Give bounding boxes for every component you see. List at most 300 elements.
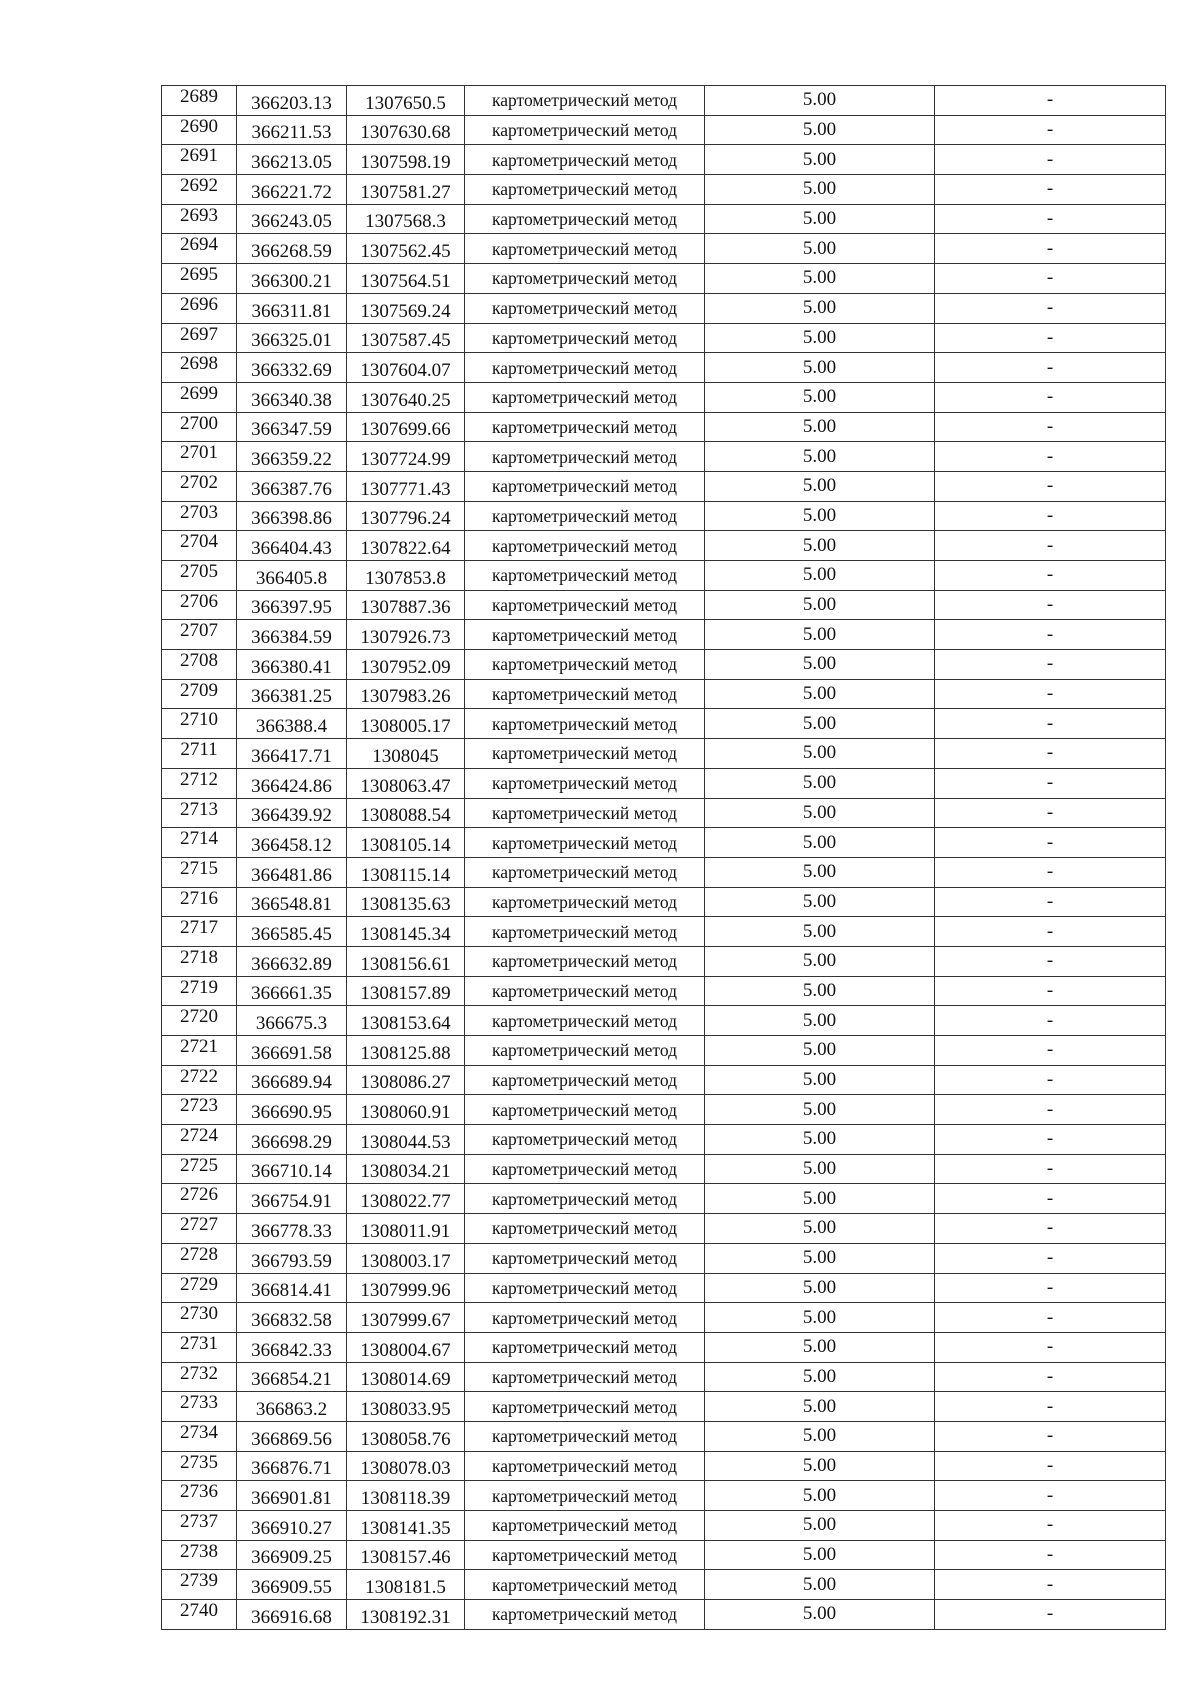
method-cell: картометрический метод (465, 115, 705, 145)
y-coordinate-cell: 1308060.91 (347, 1095, 465, 1125)
note-cell: - (935, 1421, 1166, 1451)
method-cell: картометрический метод (465, 175, 705, 205)
table-row (162, 857, 1166, 887)
y-coordinate-cell: 1308157.89 (347, 976, 465, 1006)
note-cell: - (935, 501, 1166, 531)
y-coordinate-cell: 1308088.54 (347, 798, 465, 828)
note-cell: - (935, 976, 1166, 1006)
point-number-cell: 2713 (162, 798, 237, 828)
precision-cell: 5.00 (705, 1095, 935, 1125)
table-row (162, 1540, 1166, 1570)
method-cell: картометрический метод (465, 442, 705, 472)
precision-cell: 5.00 (705, 1451, 935, 1481)
y-coordinate-cell: 1307822.64 (347, 531, 465, 561)
method-cell: картометрический метод (465, 293, 705, 323)
method-cell: картометрический метод (465, 1065, 705, 1095)
note-cell: - (935, 1184, 1166, 1214)
point-number-cell: 2693 (162, 204, 237, 234)
table-row (162, 531, 1166, 561)
note-cell: - (935, 1570, 1166, 1600)
table-row (162, 293, 1166, 323)
y-coordinate-cell: 1307999.67 (347, 1303, 465, 1333)
table-row (162, 561, 1166, 591)
method-cell: картометрический метод (465, 1036, 705, 1066)
precision-cell: 5.00 (705, 768, 935, 798)
point-number-cell: 2721 (162, 1036, 237, 1066)
y-coordinate-cell: 1307796.24 (347, 501, 465, 531)
note-cell: - (935, 828, 1166, 858)
method-cell: картометрический метод (465, 768, 705, 798)
point-number-cell: 2731 (162, 1332, 237, 1362)
x-coordinate-cell: 366381.25 (237, 679, 347, 709)
precision-cell: 5.00 (705, 353, 935, 383)
note-cell: - (935, 1125, 1166, 1155)
y-coordinate-cell: 1308141.35 (347, 1511, 465, 1541)
point-number-cell: 2716 (162, 887, 237, 917)
x-coordinate-cell: 366814.41 (237, 1273, 347, 1303)
point-number-cell: 2704 (162, 531, 237, 561)
note-cell: - (935, 1481, 1166, 1511)
note-cell: - (935, 1273, 1166, 1303)
precision-cell: 5.00 (705, 145, 935, 175)
point-number-cell: 2707 (162, 620, 237, 650)
point-number-cell: 2732 (162, 1362, 237, 1392)
note-cell: - (935, 1065, 1166, 1095)
point-number-cell: 2698 (162, 353, 237, 383)
table-row (162, 650, 1166, 680)
x-coordinate-cell: 366869.56 (237, 1421, 347, 1451)
note-cell: - (935, 471, 1166, 501)
x-coordinate-cell: 366243.05 (237, 204, 347, 234)
method-cell: картометрический метод (465, 1273, 705, 1303)
point-number-cell: 2719 (162, 976, 237, 1006)
table-row (162, 1600, 1166, 1630)
y-coordinate-cell: 1308014.69 (347, 1362, 465, 1392)
x-coordinate-cell: 366340.38 (237, 382, 347, 412)
point-number-cell: 2699 (162, 382, 237, 412)
point-number-cell: 2691 (162, 145, 237, 175)
note-cell: - (935, 264, 1166, 294)
y-coordinate-cell: 1307699.66 (347, 412, 465, 442)
note-cell: - (935, 590, 1166, 620)
method-cell: картометрический метод (465, 917, 705, 947)
y-coordinate-cell: 1308105.14 (347, 828, 465, 858)
precision-cell: 5.00 (705, 679, 935, 709)
point-number-cell: 2733 (162, 1392, 237, 1422)
y-coordinate-cell: 1308078.03 (347, 1451, 465, 1481)
method-cell: картометрический метод (465, 1243, 705, 1273)
point-number-cell: 2735 (162, 1451, 237, 1481)
precision-cell: 5.00 (705, 1036, 935, 1066)
y-coordinate-cell: 1307724.99 (347, 442, 465, 472)
x-coordinate-cell: 366690.95 (237, 1095, 347, 1125)
point-number-cell: 2696 (162, 293, 237, 323)
y-coordinate-cell: 1307604.07 (347, 353, 465, 383)
table-row (162, 323, 1166, 353)
precision-cell: 5.00 (705, 739, 935, 769)
point-number-cell: 2712 (162, 768, 237, 798)
method-cell: картометрический метод (465, 323, 705, 353)
method-cell: картометрический метод (465, 1451, 705, 1481)
note-cell: - (935, 1154, 1166, 1184)
note-cell: - (935, 115, 1166, 145)
point-number-cell: 2725 (162, 1154, 237, 1184)
precision-cell: 5.00 (705, 1065, 935, 1095)
x-coordinate-cell: 366481.86 (237, 857, 347, 887)
table-row (162, 1154, 1166, 1184)
note-cell: - (935, 709, 1166, 739)
note-cell: - (935, 1332, 1166, 1362)
table-row (162, 264, 1166, 294)
y-coordinate-cell: 1308033.95 (347, 1392, 465, 1422)
y-coordinate-cell: 1307952.09 (347, 650, 465, 680)
method-cell: картометрический метод (465, 1600, 705, 1630)
x-coordinate-cell: 366675.3 (237, 1006, 347, 1036)
x-coordinate-cell: 366876.71 (237, 1451, 347, 1481)
precision-cell: 5.00 (705, 1600, 935, 1630)
method-cell: картометрический метод (465, 1481, 705, 1511)
note-cell: - (935, 293, 1166, 323)
y-coordinate-cell: 1308045 (347, 739, 465, 769)
precision-cell: 5.00 (705, 1540, 935, 1570)
x-coordinate-cell: 366211.53 (237, 115, 347, 145)
precision-cell: 5.00 (705, 234, 935, 264)
x-coordinate-cell: 366424.86 (237, 768, 347, 798)
table-row (162, 204, 1166, 234)
method-cell: картометрический метод (465, 561, 705, 591)
point-number-cell: 2727 (162, 1214, 237, 1244)
precision-cell: 5.00 (705, 1006, 935, 1036)
table-row (162, 1243, 1166, 1273)
method-cell: картометрический метод (465, 679, 705, 709)
precision-cell: 5.00 (705, 1125, 935, 1155)
table-row (162, 175, 1166, 205)
y-coordinate-cell: 1308044.53 (347, 1125, 465, 1155)
method-cell: картометрический метод (465, 1511, 705, 1541)
method-cell: картометрический метод (465, 887, 705, 917)
precision-cell: 5.00 (705, 293, 935, 323)
precision-cell: 5.00 (705, 382, 935, 412)
precision-cell: 5.00 (705, 1421, 935, 1451)
point-number-cell: 2710 (162, 709, 237, 739)
table-row (162, 1421, 1166, 1451)
y-coordinate-cell: 1307581.27 (347, 175, 465, 205)
note-cell: - (935, 1511, 1166, 1541)
method-cell: картометрический метод (465, 1095, 705, 1125)
precision-cell: 5.00 (705, 471, 935, 501)
x-coordinate-cell: 366213.05 (237, 145, 347, 175)
point-number-cell: 2701 (162, 442, 237, 472)
note-cell: - (935, 1540, 1166, 1570)
table-row (162, 115, 1166, 145)
method-cell: картометрический метод (465, 204, 705, 234)
table-row (162, 145, 1166, 175)
note-cell: - (935, 768, 1166, 798)
method-cell: картометрический метод (465, 1332, 705, 1362)
method-cell: картометрический метод (465, 1421, 705, 1451)
y-coordinate-cell: 1307587.45 (347, 323, 465, 353)
x-coordinate-cell: 366311.81 (237, 293, 347, 323)
precision-cell: 5.00 (705, 857, 935, 887)
x-coordinate-cell: 366221.72 (237, 175, 347, 205)
method-cell: картометрический метод (465, 145, 705, 175)
precision-cell: 5.00 (705, 264, 935, 294)
y-coordinate-cell: 1308125.88 (347, 1036, 465, 1066)
y-coordinate-cell: 1307562.45 (347, 234, 465, 264)
y-coordinate-cell: 1307598.19 (347, 145, 465, 175)
y-coordinate-cell: 1308181.5 (347, 1570, 465, 1600)
y-coordinate-cell: 1307640.25 (347, 382, 465, 412)
x-coordinate-cell: 366689.94 (237, 1065, 347, 1095)
precision-cell: 5.00 (705, 1303, 935, 1333)
x-coordinate-cell: 366691.58 (237, 1036, 347, 1066)
x-coordinate-cell: 366380.41 (237, 650, 347, 680)
precision-cell: 5.00 (705, 442, 935, 472)
x-coordinate-cell: 366359.22 (237, 442, 347, 472)
y-coordinate-cell: 1308022.77 (347, 1184, 465, 1214)
table-row (162, 1392, 1166, 1422)
note-cell: - (935, 857, 1166, 887)
point-number-cell: 2711 (162, 739, 237, 769)
x-coordinate-cell: 366548.81 (237, 887, 347, 917)
point-number-cell: 2740 (162, 1600, 237, 1630)
x-coordinate-cell: 366910.27 (237, 1511, 347, 1541)
y-coordinate-cell: 1308118.39 (347, 1481, 465, 1511)
y-coordinate-cell: 1307568.3 (347, 204, 465, 234)
method-cell: картометрический метод (465, 1125, 705, 1155)
x-coordinate-cell: 366347.59 (237, 412, 347, 442)
point-number-cell: 2689 (162, 86, 237, 116)
y-coordinate-cell: 1308156.61 (347, 946, 465, 976)
table-row (162, 739, 1166, 769)
y-coordinate-cell: 1308011.91 (347, 1214, 465, 1244)
point-number-cell: 2702 (162, 471, 237, 501)
x-coordinate-cell: 366585.45 (237, 917, 347, 947)
precision-cell: 5.00 (705, 1243, 935, 1273)
precision-cell: 5.00 (705, 976, 935, 1006)
y-coordinate-cell: 1307853.8 (347, 561, 465, 591)
precision-cell: 5.00 (705, 620, 935, 650)
point-number-cell: 2692 (162, 175, 237, 205)
precision-cell: 5.00 (705, 204, 935, 234)
x-coordinate-cell: 366268.59 (237, 234, 347, 264)
table-row (162, 1303, 1166, 1333)
method-cell: картометрический метод (465, 976, 705, 1006)
point-number-cell: 2703 (162, 501, 237, 531)
x-coordinate-cell: 366332.69 (237, 353, 347, 383)
table-row (162, 1332, 1166, 1362)
table-row (162, 1095, 1166, 1125)
note-cell: - (935, 323, 1166, 353)
y-coordinate-cell: 1308034.21 (347, 1154, 465, 1184)
method-cell: картометрический метод (465, 1006, 705, 1036)
table-row (162, 1065, 1166, 1095)
point-number-cell: 2708 (162, 650, 237, 680)
note-cell: - (935, 739, 1166, 769)
table-row (162, 709, 1166, 739)
table-row (162, 1036, 1166, 1066)
y-coordinate-cell: 1307926.73 (347, 620, 465, 650)
table-row (162, 442, 1166, 472)
precision-cell: 5.00 (705, 323, 935, 353)
point-number-cell: 2706 (162, 590, 237, 620)
precision-cell: 5.00 (705, 590, 935, 620)
y-coordinate-cell: 1308135.63 (347, 887, 465, 917)
point-number-cell: 2697 (162, 323, 237, 353)
precision-cell: 5.00 (705, 917, 935, 947)
method-cell: картометрический метод (465, 1303, 705, 1333)
note-cell: - (935, 1214, 1166, 1244)
method-cell: картометрический метод (465, 1184, 705, 1214)
precision-cell: 5.00 (705, 412, 935, 442)
method-cell: картометрический метод (465, 501, 705, 531)
table-row (162, 590, 1166, 620)
precision-cell: 5.00 (705, 709, 935, 739)
precision-cell: 5.00 (705, 1392, 935, 1422)
method-cell: картометрический метод (465, 798, 705, 828)
point-number-cell: 2728 (162, 1243, 237, 1273)
x-coordinate-cell: 366387.76 (237, 471, 347, 501)
precision-cell: 5.00 (705, 1214, 935, 1244)
point-number-cell: 2690 (162, 115, 237, 145)
point-number-cell: 2730 (162, 1303, 237, 1333)
x-coordinate-cell: 366754.91 (237, 1184, 347, 1214)
x-coordinate-cell: 366405.8 (237, 561, 347, 591)
x-coordinate-cell: 366909.25 (237, 1540, 347, 1570)
x-coordinate-cell: 366388.4 (237, 709, 347, 739)
note-cell: - (935, 798, 1166, 828)
y-coordinate-cell: 1308157.46 (347, 1540, 465, 1570)
table-row (162, 412, 1166, 442)
x-coordinate-cell: 366398.86 (237, 501, 347, 531)
method-cell: картометрический метод (465, 857, 705, 887)
y-coordinate-cell: 1308003.17 (347, 1243, 465, 1273)
precision-cell: 5.00 (705, 1184, 935, 1214)
y-coordinate-cell: 1308115.14 (347, 857, 465, 887)
y-coordinate-cell: 1307771.43 (347, 471, 465, 501)
precision-cell: 5.00 (705, 887, 935, 917)
precision-cell: 5.00 (705, 501, 935, 531)
note-cell: - (935, 1362, 1166, 1392)
method-cell: картометрический метод (465, 1392, 705, 1422)
table-row (162, 234, 1166, 264)
point-number-cell: 2694 (162, 234, 237, 264)
table-row (162, 1006, 1166, 1036)
coordinates-table-body (162, 86, 1166, 1630)
y-coordinate-cell: 1308058.76 (347, 1421, 465, 1451)
note-cell: - (935, 1036, 1166, 1066)
method-cell: картометрический метод (465, 412, 705, 442)
x-coordinate-cell: 366404.43 (237, 531, 347, 561)
point-number-cell: 2715 (162, 857, 237, 887)
x-coordinate-cell: 366661.35 (237, 976, 347, 1006)
precision-cell: 5.00 (705, 1332, 935, 1362)
table-row (162, 1273, 1166, 1303)
note-cell: - (935, 204, 1166, 234)
method-cell: картометрический метод (465, 1214, 705, 1244)
x-coordinate-cell: 366300.21 (237, 264, 347, 294)
table-row (162, 501, 1166, 531)
precision-cell: 5.00 (705, 1511, 935, 1541)
note-cell: - (935, 1451, 1166, 1481)
method-cell: картометрический метод (465, 1154, 705, 1184)
precision-cell: 5.00 (705, 1273, 935, 1303)
point-number-cell: 2736 (162, 1481, 237, 1511)
precision-cell: 5.00 (705, 175, 935, 205)
note-cell: - (935, 1303, 1166, 1333)
y-coordinate-cell: 1307564.51 (347, 264, 465, 294)
table-row (162, 382, 1166, 412)
table-row (162, 1570, 1166, 1600)
table-row (162, 1214, 1166, 1244)
method-cell: картометрический метод (465, 590, 705, 620)
note-cell: - (935, 679, 1166, 709)
method-cell: картометрический метод (465, 1540, 705, 1570)
table-row (162, 1511, 1166, 1541)
method-cell: картометрический метод (465, 531, 705, 561)
table-row (162, 768, 1166, 798)
note-cell: - (935, 1006, 1166, 1036)
x-coordinate-cell: 366397.95 (237, 590, 347, 620)
precision-cell: 5.00 (705, 946, 935, 976)
note-cell: - (935, 650, 1166, 680)
note-cell: - (935, 442, 1166, 472)
point-number-cell: 2739 (162, 1570, 237, 1600)
x-coordinate-cell: 366901.81 (237, 1481, 347, 1511)
method-cell: картометрический метод (465, 1362, 705, 1392)
y-coordinate-cell: 1307999.96 (347, 1273, 465, 1303)
x-coordinate-cell: 366793.59 (237, 1243, 347, 1273)
point-number-cell: 2734 (162, 1421, 237, 1451)
point-number-cell: 2717 (162, 917, 237, 947)
y-coordinate-cell: 1308005.17 (347, 709, 465, 739)
table-row (162, 471, 1166, 501)
note-cell: - (935, 175, 1166, 205)
y-coordinate-cell: 1308192.31 (347, 1600, 465, 1630)
y-coordinate-cell: 1307569.24 (347, 293, 465, 323)
x-coordinate-cell: 366909.55 (237, 1570, 347, 1600)
point-number-cell: 2726 (162, 1184, 237, 1214)
table-row (162, 620, 1166, 650)
x-coordinate-cell: 366863.2 (237, 1392, 347, 1422)
precision-cell: 5.00 (705, 1154, 935, 1184)
x-coordinate-cell: 366203.13 (237, 86, 347, 116)
x-coordinate-cell: 366632.89 (237, 946, 347, 976)
method-cell: картометрический метод (465, 828, 705, 858)
y-coordinate-cell: 1308063.47 (347, 768, 465, 798)
note-cell: - (935, 86, 1166, 116)
x-coordinate-cell: 366325.01 (237, 323, 347, 353)
point-number-cell: 2718 (162, 946, 237, 976)
table-row (162, 798, 1166, 828)
note-cell: - (935, 412, 1166, 442)
note-cell: - (935, 1600, 1166, 1630)
precision-cell: 5.00 (705, 1362, 935, 1392)
coordinates-table (161, 85, 1166, 1630)
method-cell: картометрический метод (465, 264, 705, 294)
y-coordinate-cell: 1308145.34 (347, 917, 465, 947)
point-number-cell: 2737 (162, 1511, 237, 1541)
x-coordinate-cell: 366916.68 (237, 1600, 347, 1630)
precision-cell: 5.00 (705, 531, 935, 561)
x-coordinate-cell: 366842.33 (237, 1332, 347, 1362)
method-cell: картометрический метод (465, 234, 705, 264)
y-coordinate-cell: 1307887.36 (347, 590, 465, 620)
method-cell: картометрический метод (465, 709, 705, 739)
method-cell: картометрический метод (465, 650, 705, 680)
method-cell: картометрический метод (465, 946, 705, 976)
table-row (162, 946, 1166, 976)
